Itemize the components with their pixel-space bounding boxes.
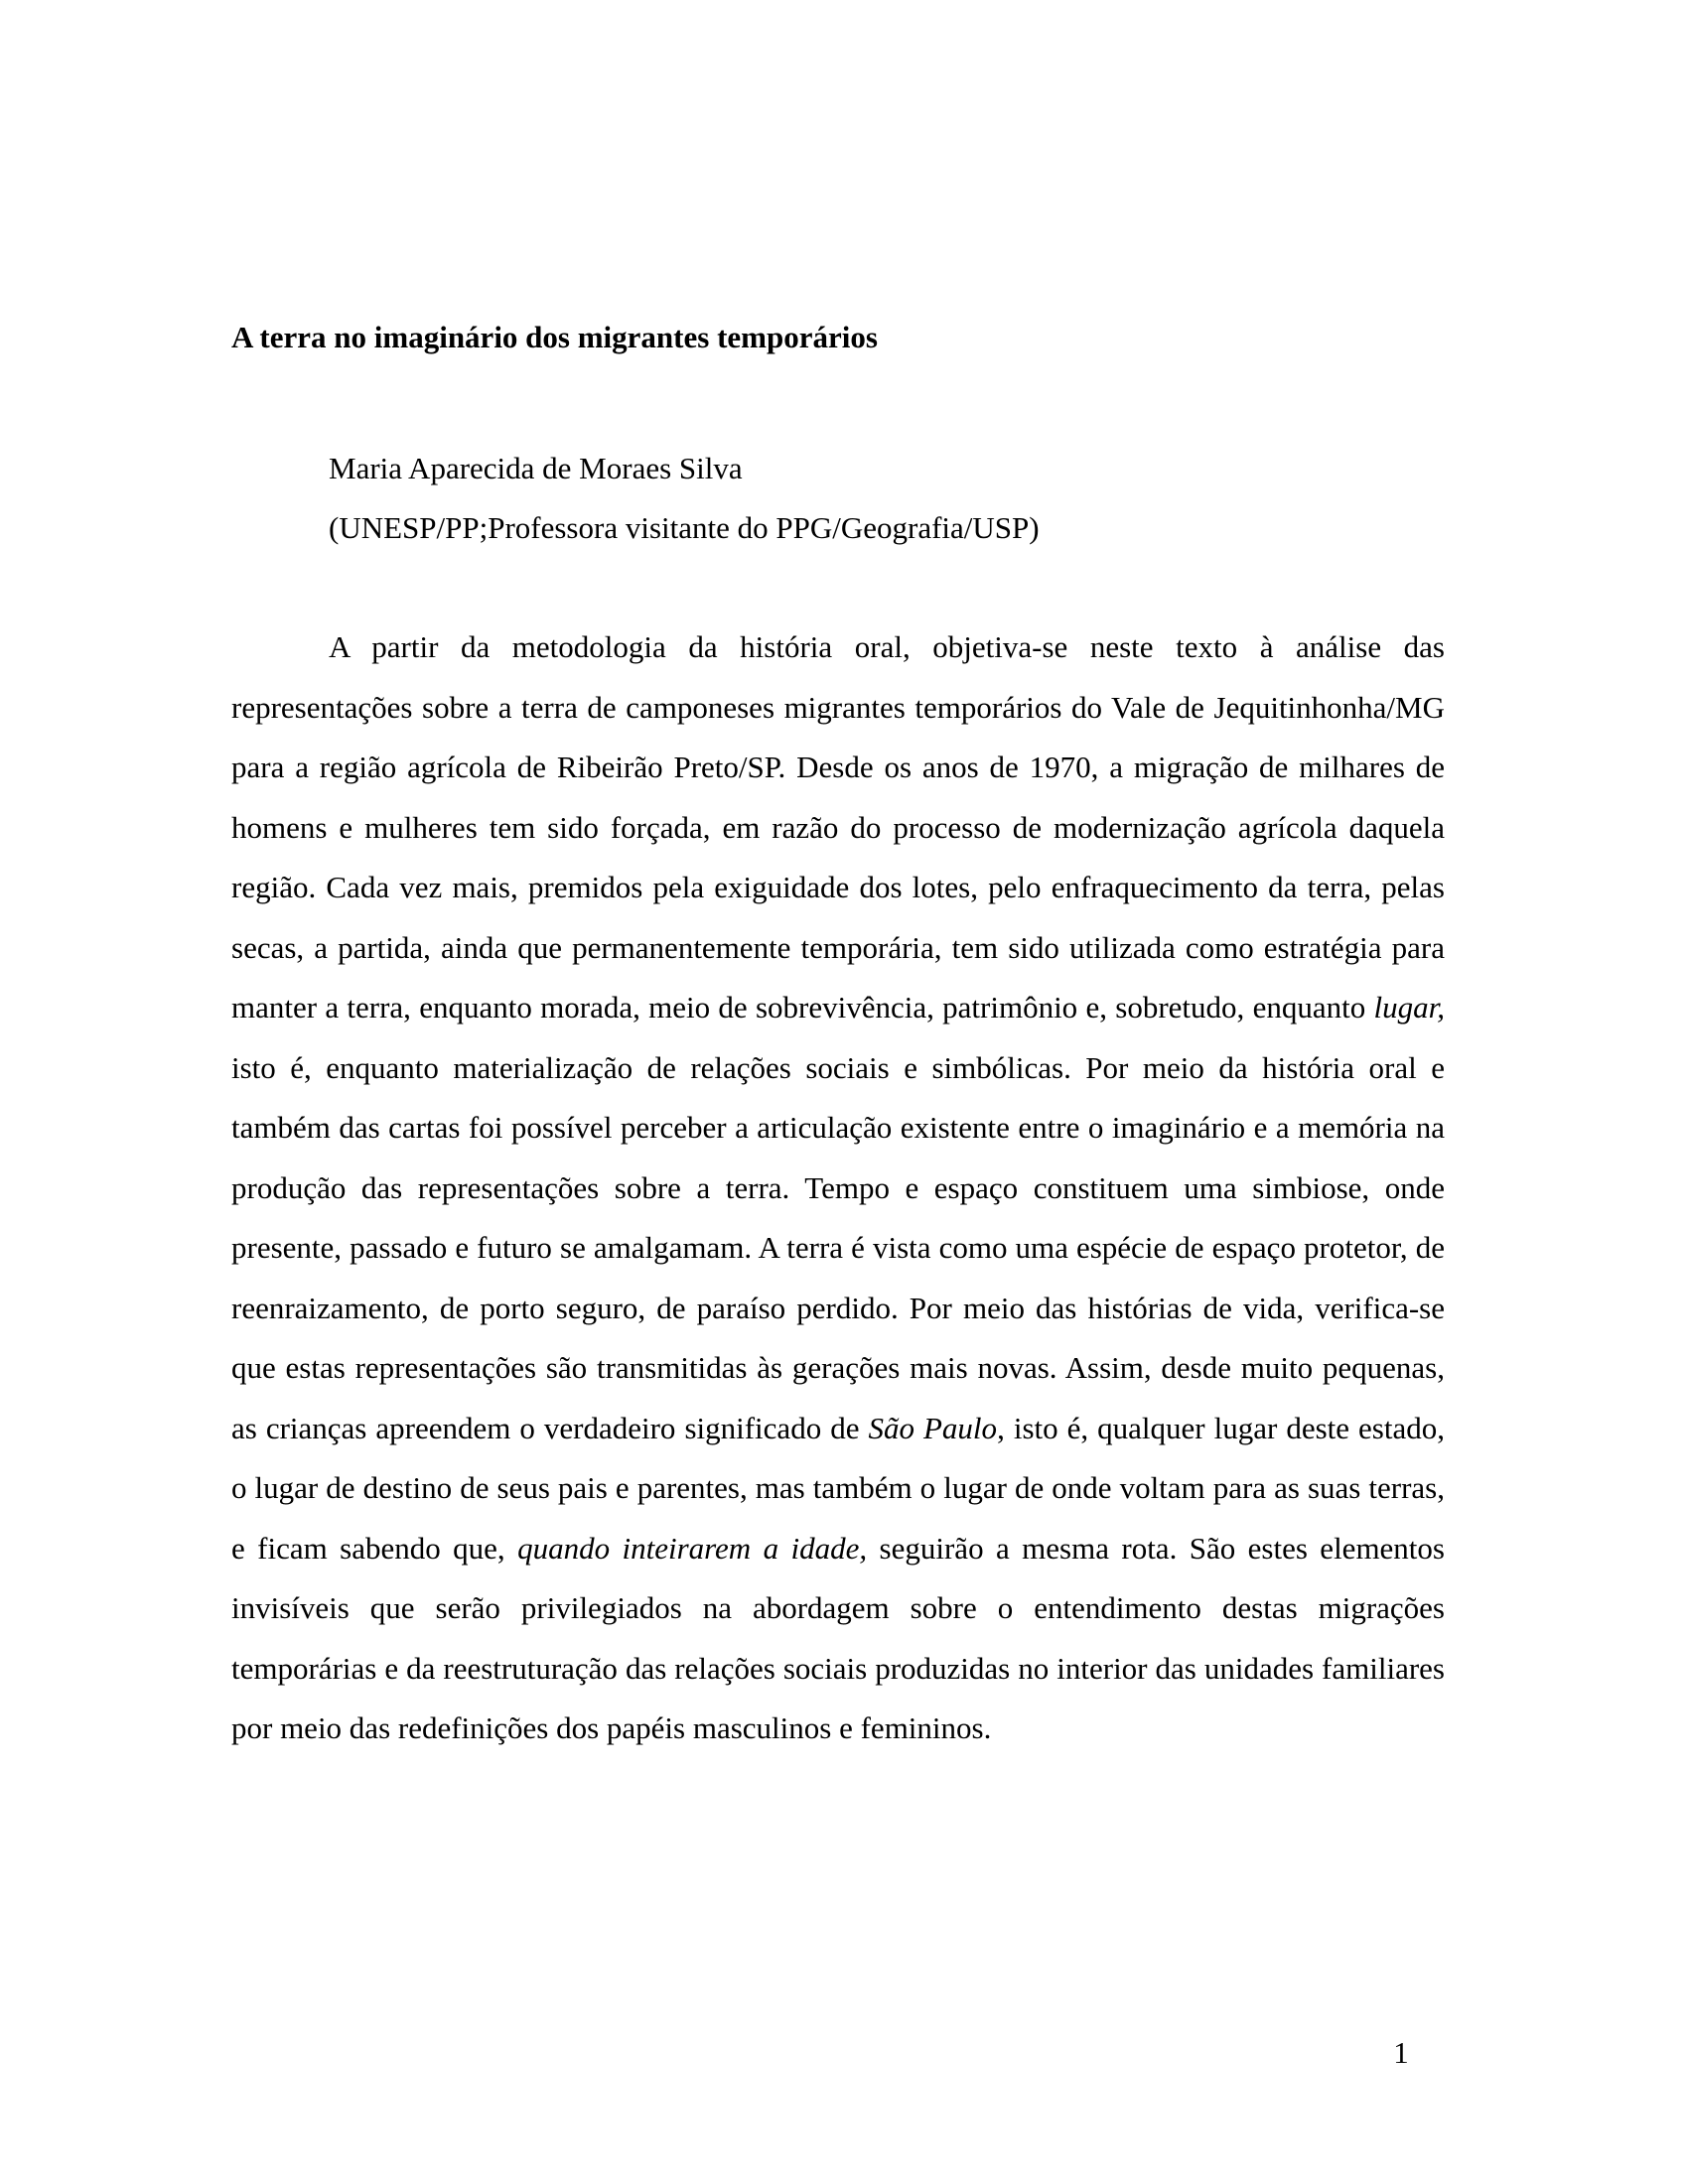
abstract-text-2: isto é, enquanto materialização de relações sociais e simbólicas. Por meio da história oral e também das cartas foi possível perceber a articulação existente entre o imaginário e a memória na produção das representações sobre a terra. Tempo e espaço constituem uma simbiose, onde presente, passado e futuro se amalgamam. A terra é vista como uma espécie de espaço protetor, de reenraizamento, de porto seguro, de paraíso perdido. Por meio das histórias de vida, verifica-se que estas representações são transmitidas às gerações mais novas. Assim, desde muito pequenas, as crianças apreendem o verdadeiro significado de (231, 1049, 1445, 1445)
author-block (329, 439, 1040, 558)
abstract-text-3: , isto é, qualquer lugar deste estado, o lugar de destino de seus pais e parentes, mas também o lugar de onde voltam para as suas terras, e ficam sabendo que, (231, 1410, 1445, 1566)
abstract-text-1: A partir da metodologia da história oral, objetiva-se neste texto à análise das representações sobre a terra de camponeses migrantes temporários do Vale de Jequitinhonha/MG para a região agrícola de Ribeirão Preto/SP. Desde os anos de 1970, a migração de milhares de homens e mulheres tem sido forçada, em razão do processo de modernização agrícola daquela região. Cada vez mais, premidos pela exiguidade dos lotes, pelo enfraquecimento da terra, pelas secas, a partida, ainda que permanentemente temporária, tem sido utilizada como estratégia para manter a terra, enquanto morada, meio de sobrevivência, patrimônio e, sobretudo, enquanto (231, 629, 1445, 1024)
abstract-emphasis-sao-paulo: São Paulo (868, 1410, 998, 1445)
abstract-emphasis-idade: quando inteirarem a idade, (517, 1530, 868, 1566)
abstract-text-4: seguirão a mesma rota. São estes elementos invisíveis que serão privilegiados na abordagem sobre o entendimento destas migrações temporárias e da reestruturação das relações sociais produzidas no interior das unidades familiares por meio das redefinições dos papéis masculinos e femininos. (231, 1530, 1445, 1745)
document-title: A terra no imaginário dos migrantes temporários (231, 320, 878, 354)
author-name: Maria Aparecida de Moraes Silva (329, 451, 743, 485)
page-number: 1 (1393, 2035, 1409, 2070)
author-affiliation: (UNESP/PP;Professora visitante do PPG/Geografia/USP) (329, 510, 1040, 545)
abstract-emphasis-lugar: lugar, (1373, 990, 1445, 1024)
abstract-paragraph (231, 617, 1445, 1759)
